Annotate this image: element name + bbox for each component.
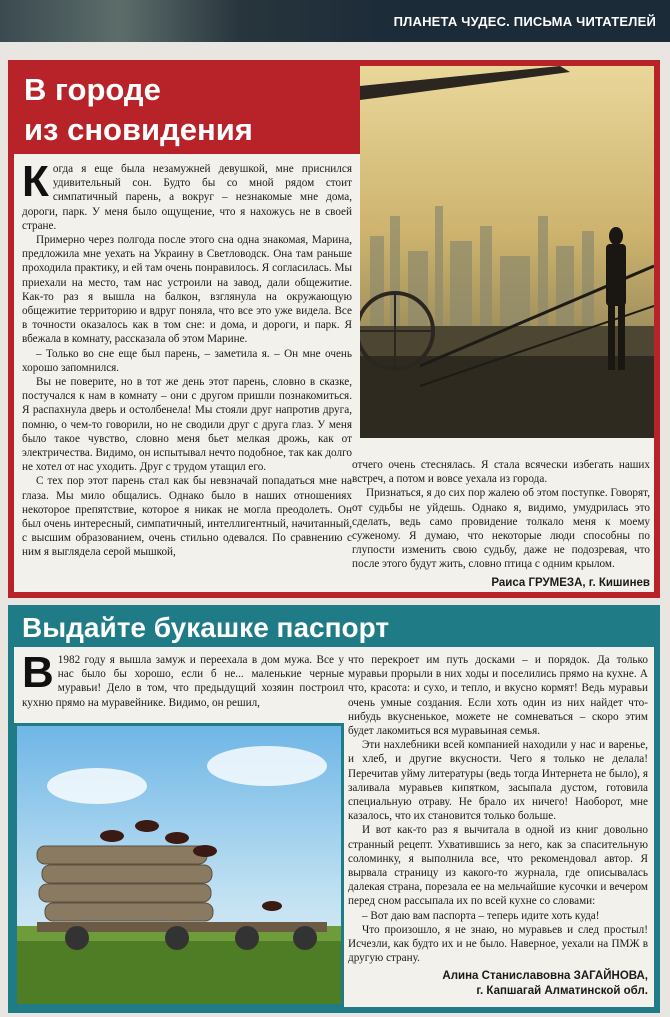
article-column-2 (352, 458, 650, 590)
section-title: ПЛАНЕТА ЧУДЕС. ПИСЬМА ЧИТАТЕЛЕЙ (393, 14, 656, 29)
article-dream-city (8, 60, 660, 598)
article-column-1 (22, 648, 344, 710)
paragraph-5: С тех пор этот парень стал как бы невзначай попадаться мне на глаза. Мы мило общались. Однако было в наших отношениях некоторое препятствие, которое я никак не могла преодолеть. Он был очень интересный, симпатичный, интеллигентный, начитанный, с высшим образованием, очень стильно одевался. По сравнению с ним я выглядела серой мышкой, (22, 475, 352, 559)
title-line-2: из сновидения (24, 112, 253, 147)
paragraph-1: 1982 году я вышла замуж и переехала в дом мужа. Все у нас было бы хорошо, если б не... маленькие черные муравьи! Дело в том, что предыдущий хозяин построил кухню прямо на муравейнике. Видимо, он решил, (22, 654, 344, 709)
drop-cap: К (22, 157, 49, 206)
article-dream-city-body (14, 66, 654, 592)
drop-cap: В (22, 648, 54, 697)
article-title (24, 70, 253, 150)
page-header-bar (0, 0, 670, 42)
title-line-1: В городе (24, 72, 161, 107)
dream-city-image (360, 66, 654, 438)
paragraph-4: И вот как-то раз я вычитала в одной из книг довольно странный рецепт. Ухватившись за него, как за спасительную соломинку, я выполнила все, что рекомендовал автор. Я вырвала страницу из какого-то журнала, где описывалась далекая страна, порезала ее на мельчайшие кусочки и вечером перед сном рассыпала их по всей кухне со словами: (348, 824, 648, 908)
paragraph-1: огда я еще была незамужней девушкой, мне приснился удивительный сон. Будто бы со мной рядом стоит симпатичный парень, а вокруг – незнакомые мне дома, дороги, парк. У меня было ощущение, что я нахожусь не в своей стране. (22, 163, 352, 232)
article-ant-passport (8, 605, 660, 1013)
author-signature: Раиса ГРУМЕЗА, г. Кишинев (491, 576, 650, 589)
header-strip-photo (0, 0, 400, 42)
author-name: Алина Станиславовна ЗАГАЙНОВА, (442, 970, 648, 983)
paragraph-6: Что произошло, я не знаю, но муравьев и след простыл! Исчезли, как будто их и не было. Наверное, уехали на ПМЖ в другую страну. (348, 923, 648, 965)
paragraph-2: что перекроет им путь досками – и порядок. Да только муравьи прорыли в них ходы и поселились прямо на кухне. А что, красота: и сухо, и тепло, и вкусно кормят! Ведь муравьи очень умные создания. Если хоть один из них найдет что-нибудь вкусненькое, можете не сомневаться – скоро этим будет лакомиться вся муравьиная семья. (348, 654, 648, 738)
paragraph-4: Вы не поверите, но в тот же день этот парень, словно в сказке, постучался к нам в комнату – они с другом пришли познакомиться. Я распахнула дверь и остолбенела! Мы стояли друг напротив друга, помню, о чем-то говорили, но не сводили друг с друга глаз. У меня было такое чувство, словно меня бьет мелкая дрожь, как от электричества. Видимо, он испытывал нечто подобное, так как долго не хотел от нас уходить. Друг с трудом утащил его. (22, 376, 352, 474)
dream-city-illustration (360, 66, 654, 438)
paragraph-5: – Вот даю вам паспорта – теперь идите хоть куда! (362, 909, 600, 922)
ants-illustration (14, 723, 344, 1007)
paragraph-3: – Только во сне еще был парень, – заметила я. – Он мне очень хорошо запомнился. (22, 347, 352, 374)
article-title: Выдайте букашке паспорт (22, 612, 390, 643)
ants-with-logs-image (17, 726, 341, 1004)
article-column-2 (348, 653, 648, 998)
paragraph-7: Признаться, я до сих пор жалею об этом поступке. Говорят, от судьбы не уйдешь. Однако я, видимо, умудрилась это сделать, ведь само провидение толкало меня к моему суженому. Я думаю, что некоторые люди способны по глупости изменить свою судьбу, даже не подозревая, что после этого будут жить, словно птица с одним крылом. (352, 487, 650, 571)
paragraph-3: Эти нахлебники всей компанией находили у нас и варенье, и хлеб, и другие вкусности. Чего я только не делала! Перечитав уйму литературы (ведь тогда Интернета не было), я заливала муравьев кипятком, засыпала дустом, готовила специальную отраву. Не брало их ничего! Наоборот, мне казалось, что их становится только больше. (348, 739, 648, 823)
paragraph-6: отчего очень стеснялась. Я стала всячески избегать наших встреч, а потом и вовсе уехала из города. (352, 459, 650, 486)
article-column-1 (22, 157, 352, 560)
article-title-box (14, 66, 360, 154)
author-city: г. Капшагай Алматинской обл. (476, 984, 648, 997)
article-ant-passport-body (14, 647, 654, 1007)
paragraph-2: Примерно через полгода после этого сна одна знакомая, Марина, предложила мне уехать на Украину в Светловодск. Она там раньше проходила практику, и ей там очень понравилось. Я согласилась. Мы приехали на место, там нас устроили на завод, дали общежитие. Как-то раз я вышла на балкон, взглянула на окружающую общежитие территорию и вдруг поняла, что все это уже видела. Все в точности оказалось как в том сне: и дома, и дороги, и парк. Я вбежала в комнату, рассказала об этом Марине. (22, 234, 352, 346)
